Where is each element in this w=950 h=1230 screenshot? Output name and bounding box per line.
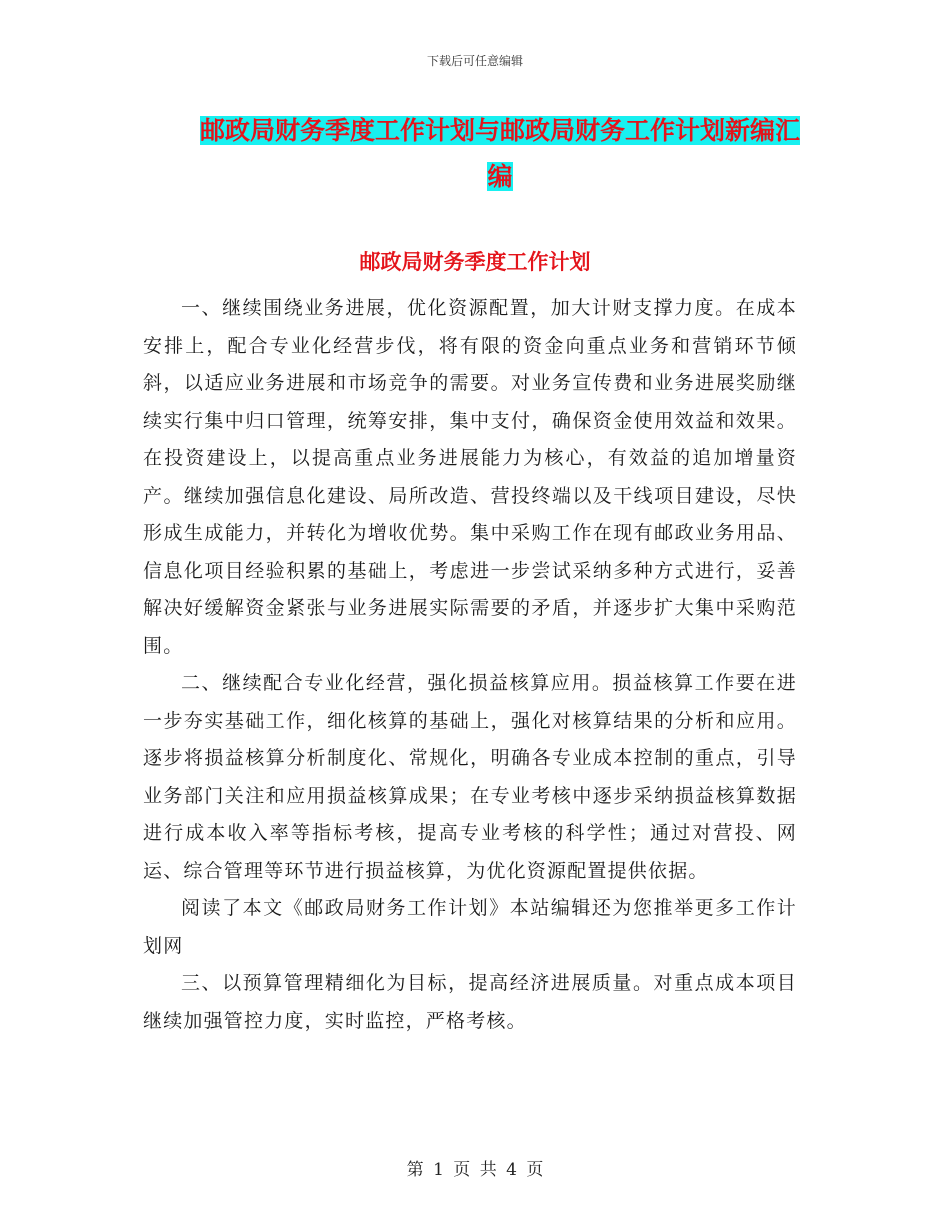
document-title-text: 邮政局财务季度工作计划与邮政局财务工作计划新编汇编 <box>199 116 800 191</box>
paragraph-3: 阅读了本文《邮政局财务工作计划》本站编辑还为您推举更多工作计划网 <box>143 897 797 957</box>
page-header-note: 下载后可任意编辑 <box>426 54 523 68</box>
document-body <box>143 290 797 1040</box>
document-title <box>190 108 810 200</box>
paragraph-1: 一、继续围绕业务进展，优化资源配置，加大计财支撑力度。在成本安排上，配合专业化经营步伐，将有限的资金向重点业务和营销环节倾斜，以适应业务进展和市场竞争的需要。对业务宣传费和业务进展奖励继续实行集中归口管理，统筹安排，集中支付，确保资金使用效益和效果。在投资建设上，以提高重点业务进展能力为核心，有效益的追加增量资产。继续加强信息化建设、局所改造、营投终端以及干线项目建设，尽快形成生成能力，并转化为增收优势。集中采购工作在现有邮政业务用品、信息化项目经验积累的基础上，考虑进一步尝试采纳多种方式进行，妥善解决好缓解资金紧张与业务进展实际需要的矛盾，并逐步扩大集中采购范围。 <box>143 297 797 657</box>
page-footer: 第 1 页 共 4 页 <box>406 1160 544 1180</box>
paragraph-2: 二、继续配合专业化经营，强化损益核算应用。损益核算工作要在进一步夯实基础工作，细化核算的基础上，强化对核算结果的分析和应用。逐步将损益核算分析制度化、常规化，明确各专业成本控制的重点，引导业务部门关注和应用损益核算成果；在专业考核中逐步采纳损益核算数据进行成本收入率等指标考核，提高专业考核的科学性；通过对营投、网运、综合管理等环节进行损益核算，为优化资源配置提供依据。 <box>143 672 797 882</box>
section-title: 邮政局财务季度工作计划 <box>359 250 591 274</box>
paragraph-4: 三、以预算管理精细化为目标，提高经济进展质量。对重点成本项目继续加强管控力度，实时监控，严格考核。 <box>143 972 797 1032</box>
